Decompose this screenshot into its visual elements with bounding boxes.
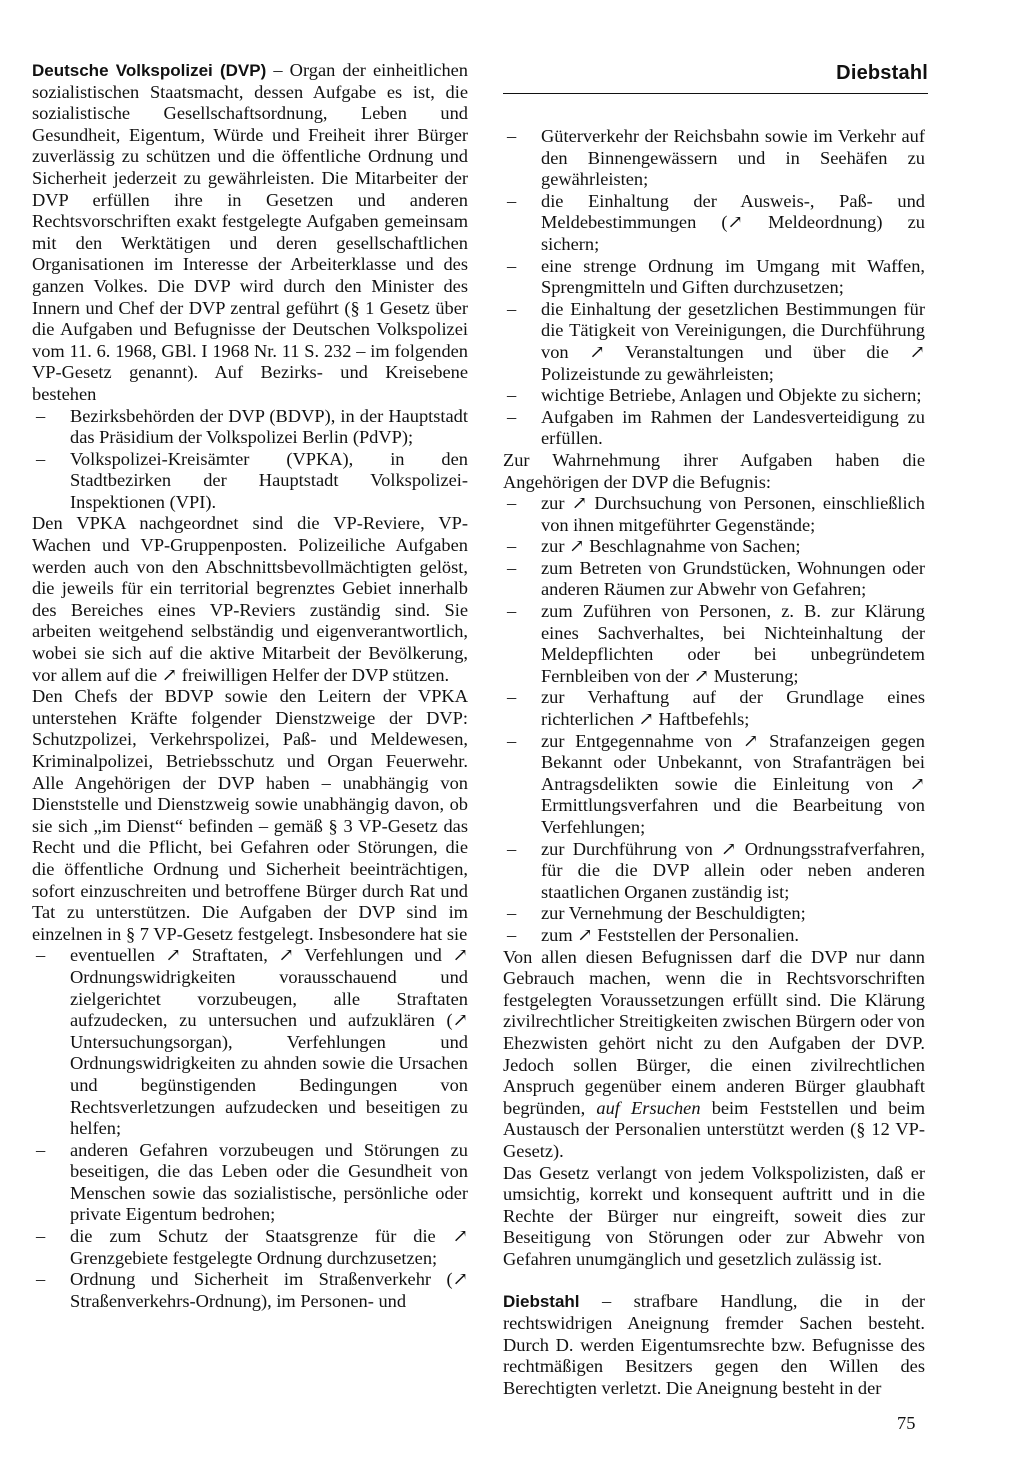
list-item: – zur Entgegennahme von ↗ Strafanzeigen gegen Bekannt oder Unbekannt, von Strafanträgen bei Antragsdelikten sowie die Einleitung von ↗ Ermittlungsverfahren und die Bearbeitung von Verfehlungen; [503, 731, 925, 839]
dvp-intro-text: – Organ der einheitlichen sozialistischen Staatsmacht, dessen Aufgabe es ist, die sozialistische Gesellschaftsordnung, Leben und Gesundheit, Eigentum, Würde und Freiheit ihrer Bürger zuverlässig zu schützen und die öffentliche Ordnung und Sicherheit jederzeit zu gewährleisten. Die Mitarbeiter der DVP erfüllen ihre in Gesetzen und anderen Rechtsvorschriften exakt festgelegte Aufgaben gemeinsam mit den Werktätigen und deren gesellschaftlichen Organisationen im Interesse der Arbeiterklasse und des ganzen Volkes. Die DVP wird durch den Minister des Innern und Chef der DVP zentral geführt (§ 1 Gesetz über die Aufgaben und Befugnisse der Deutschen Volkspolizei vom 11. 6. 1968, GBl. I 1968 Nr. 11 S. 232 – im folgenden VP-Gesetz genannt). Auf Bezirks- und Kreisebene bestehen [32, 60, 468, 404]
paragraph-chefs: Den Chefs der BDVP sowie den Leitern der VPKA unterstehen Kräfte folgender Dienstzweige der DVP: Schutzpolizei, Verkehrspolizei, Paß- und Meldewesen, Kriminalpolizei, Betriebsschutz und Organ Feuerwehr. Alle Angehörigen der DVP haben – unabhängig von Dienststelle und Dienstzweig sowie unabhängig davon, ob sie sich „im Dienst“ befinden – gemäß § 3 VP-Gesetz das Recht und die Pflicht, bei Gefahren oder Störungen, die die öffentliche Ordnung und Sicherheit beeinträchtigen, sofort einzuschreiten und betroffene Bürger durch Rat und Tat zu unterstützen. Die Aufgaben der DVP sind im einzelnen in § 7 VP-Gesetz festgelegt. Insbesondere hat sie [32, 686, 468, 944]
powers-usage-text-b: beim Feststellen und beim Austausch der Personalien unterstützt werden (§ 12 VP-Gesetz). [503, 1097, 925, 1161]
paragraph-powers-usage [503, 947, 925, 1163]
list-item: – Ordnung und Sicherheit im Straßenverkehr (↗ Straßenverkehrs-Ordnung), im Personen- und [32, 1269, 468, 1312]
list-item: – eventuellen ↗ Straftaten, ↗ Verfehlungen und ↗ Ordnungswidrigkeiten vorausschauend und zielgerichtet vorzubeugen, alle Straftaten aufzudecken, zu untersuchen und aufzuklären (↗ Untersuchungsorgan), Verfehlungen und Ordnungswidrigkeiten zu ahnden sowie die Ursachen und begünstigenden Bedingungen von Rechtsverletzungen aufzudecken und beseitigen zu helfen; [32, 945, 468, 1139]
list-item: – wichtige Betriebe, Anlagen und Objekte zu sichern; [503, 385, 925, 407]
list-item: – eine strenge Ordnung im Umgang mit Waffen, Sprengmitteln und Giften durchzusetzen; [503, 256, 925, 299]
powers-usage-emphasis: auf Ersuchen [596, 1097, 701, 1118]
list-item: – anderen Gefahren vorzubeugen und Störungen zu beseitigen, die das Leben oder die Gesundheit von Menschen sowie das sozialistische, persönliche oder private Eigentum bedrohen; [32, 1140, 468, 1226]
list-item: – zum ↗ Feststellen der Personalien. [503, 925, 925, 947]
structure-list [32, 406, 468, 514]
list-item: – zur Verhaftung auf der Grundlage eines richterlichen ↗ Haftbefehls; [503, 687, 925, 730]
entry-term-diebstahl: Diebstahl [503, 1292, 580, 1312]
powers-intro: Zur Wahrnehmung ihrer Aufgaben haben die Angehörigen der DVP die Befugnis: [503, 449, 925, 492]
list-item: – die Einhaltung der Ausweis-, Paß- und Meldebestimmungen (↗ Meldeordnung) zu sichern; [503, 191, 925, 256]
powers-usage-text-a: Von allen diesen Befugnissen darf die DVP nur dann Gebrauch machen, wenn die in Rechtsvorschriften festgelegten Voraussetzungen erfüllt sind. Die Klärung zivilrechtlicher Streitigkeiten zwischen Bürgern oder von Ehezwisten gehört nicht zu den Aufgaben der DVP. Jedoch sollen Bürger, die einen zivilrechtlichen Anspruch gegenüber einem anderen Bürger glaubhaft begründen, [503, 946, 925, 1118]
header-rule [503, 93, 928, 94]
list-item-continuation [503, 126, 925, 191]
tasks-list-continued [503, 126, 925, 191]
list-item: – die zum Schutz der Staatsgrenze für die ↗ Grenzgebiete festgelegte Ordnung durchzusetzen; [32, 1226, 468, 1269]
list-item: – die Einhaltung der gesetzlichen Bestimmungen für die Tätigkeit von Vereinigungen, die Durchführung von ↗ Veranstaltungen und über die ↗ Polizeistunde zu gewährleisten; [503, 299, 925, 385]
list-item: – zur ↗ Beschlagnahme von Sachen; [503, 536, 925, 558]
tasks-list [32, 945, 468, 1312]
list-item: – zur Vernehmung der Beschuldigten; [503, 903, 925, 925]
tasks-list-cont [503, 191, 925, 450]
paragraph-vpka: Den VPKA nachgeordnet sind die VP-Reviere, VP-Wachen und VP-Gruppenposten. Polizeiliche Aufgaben werden auch von den Abschnittsbevollmächtigten gelöst, die jeweils für ein territorial begrenztes Gebiet innerhalb des Bereiches eines VP-Reviers zuständig sind. Sie arbeiten weitgehend selbständig und eigenverantwortlich, wobei sie sich auf die aktive Mitarbeit der Bevölkerung, vor allem auf die ↗ freiwilligen Helfer der DVP stützen. [32, 513, 468, 685]
list-item: – Volkspolizei-Kreisämter (VPKA), in den Stadtbezirken der Hauptstadt Volkspolizei-Inspektionen (VPI). [32, 449, 468, 514]
dvp-entry [32, 60, 468, 406]
list-item: – zur ↗ Durchsuchung von Personen, einschließlich von ihnen mitgeführter Gegenstände; [503, 493, 925, 536]
running-head: Diebstahl [836, 62, 928, 84]
list-item: – Bezirksbehörden der DVP (BDVP), in der Hauptstadt das Präsidium der Volkspolizei Berlin (PdVP); [32, 406, 468, 449]
powers-list [503, 493, 925, 946]
continuation-text: Güterverkehr der Reichsbahn sowie im Verkehr auf den Binnengewässern und in Seehäfen zu gewährleisten; [541, 126, 925, 190]
list-item: – zum Betreten von Grundstücken, Wohnungen oder anderen Räumen zur Abwehr von Gefahren; [503, 558, 925, 601]
paragraph-law: Das Gesetz verlangt von jedem Volkspolizisten, daß er umsichtig, korrekt und konsequent auftritt und in die Rechte der Bürger nur eingreift, soweit dies zur Beseitigung von Störungen oder zur Abwehr von Gefahren unumgänglich und gesetzlich zulässig ist. [503, 1162, 925, 1269]
left-column [32, 60, 468, 1312]
diebstahl-entry [503, 1291, 925, 1399]
entry-term-dvp: Deutsche Volkspolizei (DVP) [32, 61, 267, 80]
right-column [503, 126, 925, 1399]
page-number: 75 [897, 1413, 916, 1433]
diebstahl-text: – strafbare Handlung, die in der rechtswidrigen Aneignung fremder Sachen besteht. Durch D. werden Eigentumsrechte bzw. Befugnisse des rechtmäßigen Besitzers gegen den Willen des Berechtigten verletzt. Die Aneignung besteht in der [503, 1291, 925, 1398]
list-item: – zum Zuführen von Personen, z. B. zur Klärung eines Sachverhaltes, bei Nichteinhaltung der Meldepflichten oder bei unbegründetem Fernbleiben von der ↗ Musterung; [503, 601, 925, 687]
list-item: – zur Durchführung von ↗ Ordnungsstrafverfahren, für die die DVP allein oder neben anderen staatlichen Organen zuständig ist; [503, 839, 925, 904]
list-item: – Aufgaben im Rahmen der Landesverteidigung zu erfüllen. [503, 407, 925, 450]
